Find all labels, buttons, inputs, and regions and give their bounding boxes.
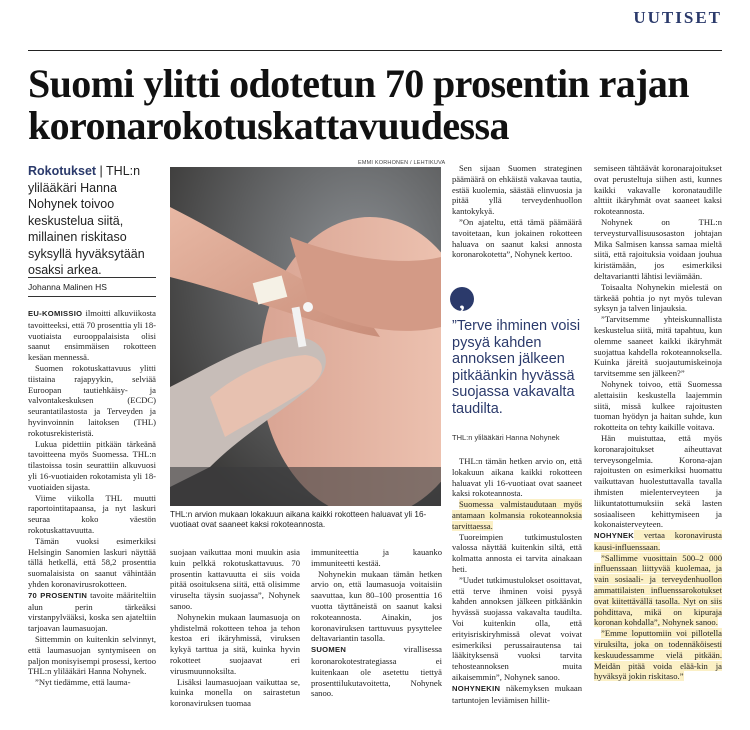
paragraph	[594, 530, 722, 553]
paragraph-text: Lisäksi laumasuojaan vaikuttaa se, kuinka monella on sairastetun koronaviruksen tuomaa	[170, 676, 300, 709]
paragraph	[28, 677, 156, 688]
paragraph	[452, 532, 582, 575]
paragraph	[28, 439, 156, 493]
photo-caption: THL:n arvion mukaan lokakuun aikana kaikki rokotteen haluavat yli 16-vuotiaat ovat saaneet kaksi rokoteannosta.	[170, 510, 427, 529]
paragraph	[28, 363, 156, 439]
paragraph	[594, 553, 722, 629]
paragraph-text: Nohynekin mukaan laumasuoja on yhdistelmä rokotteen tehoa ja tehon kestoa eri ikäryhmissä, viruksen kykyä tarttua ja sitä, kuinka hyvin rokotteet suojaavat eri virusmuunnoksilta.	[170, 611, 300, 676]
article-column-4-top	[452, 163, 582, 260]
article-column-5	[594, 163, 722, 682]
paragraph-text: Sen sijaan Suomen strateginen päämäärä on ehkäistä vakavaa tautia, estää kuolemia, säästää elinvuosia ja pitää yllä terveydenhuollon kantokykyä.	[452, 163, 582, 217]
paragraph-text: ”Tarvitsemme yhteiskunnallista keskustelua siitä, mitä tapahtuu, kun olemme saaneet kaikki ikäryhmät suojattua kahdella rokoteannoksella. Kuinka järeitä suojautumiskeinoja tarvitsemme sen jälkeen?”	[594, 314, 722, 379]
paragraph	[311, 644, 442, 699]
paragraph-text: näkemyksen mukaan tartuntojen leviämisen hillit-	[452, 682, 582, 705]
paragraph-text: ”Nyt tiedämme, että lauma-	[35, 677, 131, 688]
paragraph	[594, 628, 722, 682]
section-label: UUTISET	[633, 8, 722, 27]
paragraph-text: ”Emme loputtomiin voi pillotella viruksilta, joka on todennäköisesti keskuudessamme vielä pitkään. Meidän pitää voida elää-kin ja hyväksyä jokin riskitaso.”	[594, 628, 722, 682]
lead-paragraph	[28, 163, 158, 279]
paragraph-text: Sittemmin on kuitenkin selvinnyt, että laumasuojan syntymiseen on paljon monisyisempi prosessi, kertoo THL:n ylilääkäri Hanna Nohynek.	[28, 633, 156, 677]
paragraph-lead-word: NOHYNEK	[594, 531, 635, 541]
paragraph	[594, 282, 722, 314]
lead-kicker: Rokotukset	[28, 164, 97, 178]
paragraph	[311, 569, 442, 645]
article-column-2	[170, 547, 300, 709]
pull-quote: ”Terve ihminen voisi pysyä kahden annoksen jälkeen pitkäänkin hyvässä suojassa vakavalta taudilta.	[452, 318, 581, 417]
paragraph	[452, 575, 582, 683]
paragraph-text: ilmoitti alkuviikosta tavoitteeksi, että 70 prosenttia yli 18-vuotiaista eurooppalaisista olisi saanut ensimmäisen rokotteen kesäan mennessä.	[28, 308, 156, 363]
paragraph-text: Viime viikolla THL muutti raportointitapaansa, ja nyt laskuri seuraa koko väestön rokotuskattavuutta.	[28, 492, 156, 535]
paragraph-text: Nohynekin mukaan tämän hetken arvio on, että laumasuoja voitaisiin saavuttaa, kun 80–100 prosenttia 16 vuotta täyttäneistä on saanut kaksi rokoteannosta. Ainakin, jos koronaviruksen tarttuvuus pysyttelee deltavariantin tasolla.	[311, 568, 442, 644]
photo-credit: EMMI KORHONEN / LEHTIKUVA	[358, 160, 446, 166]
paragraph	[594, 163, 722, 217]
paragraph-text: Lukua pidettiin pitkään tärkeänä tavoitteena myös Suomessa. THL:n tilastoissa tosin seurattiin alkuvuosi yli 16-vuotiaiden rokotamista yli 18-vuotiaiden sijasta.	[28, 438, 156, 492]
paragraph-text: Nohynek on THL:n terveysturvallisuusosaston johtajan Mika Salmisen kanssa samaa mieltä siitä, että rajoituksia voidaan jouhua kiristämään, jos esimerkiksi deltavariantti lähtisi leviämään.	[594, 216, 722, 281]
paragraph-text: ”Uudet tutkimustulokset osoittavat, että terve ihminen voisi pysyä kahden annoksen jälkeen pitkäänkin hyvässä suojassa vakavalta taudilta. Voi kuitenkin olla, että erityisriskiryhmissä olevat voivat esimerkiksi perussairautensa tai lääkityksensä vuoksi tarvita tehosteannoksen muita aikaisemmin”, Nohynek sanoo.	[452, 574, 582, 682]
paragraph-text: Hän muistuttaa, että myös koronarajoitukset aiheuttavat terveysongelmia. Korona-ajan rajoitusten on esimerkiksi huomattu vaikuttavan huolestuttavalla tavalla ihmisten mielenterveyteen ja liikuntatottumuksiin sekä lasten sosiaaliseen kehittymiseen ja kokonaisterveyteen.	[594, 432, 722, 530]
article-column-3	[311, 547, 442, 699]
paragraph	[452, 217, 582, 260]
pull-quote-attribution: THL:n ylilääkäri Hanna Nohynek	[452, 433, 560, 442]
paragraph-text: suojaan vaikuttaa moni muukin asia kuin pelkkä rokotuskattavuus. 70 prosentin kattavuutta ei siis voida pitää osoituksena siitä, että olisimme viruselta täysin suojassa”, Nohynek sanoo.	[170, 547, 300, 611]
byline: Johanna Malinen HS	[28, 282, 107, 292]
paragraph	[452, 456, 582, 499]
paragraph	[28, 590, 156, 634]
paragraph	[452, 683, 582, 706]
paragraph	[170, 677, 300, 709]
paragraph	[594, 379, 722, 433]
lead-text: | THL:n ylilääkäri Hanna Nohynek toivoo keskustelua siitä, millainen riskitaso syksyllä hyväksytään osaksi arkea.	[28, 164, 145, 277]
paragraph-text: Suomessa valmistaudutaan myös antamaan kolmansia rokoteannoksia tarvittaessa.	[452, 499, 582, 531]
paragraph	[28, 634, 156, 677]
paragraph	[170, 547, 300, 612]
paragraph-lead-word: 70 PROSENTIN	[28, 590, 88, 600]
paragraph-text: Tämän vuoksi esimerkiksi Helsingin Sanomien laskuri näyttää tällä hetkellä, että 58,2 prosenttia suomalaisista on saanut vähintään yhden koronavirusrokotteen.	[28, 535, 156, 589]
paragraph	[28, 536, 156, 590]
paragraph-text: tavoite määriteltiin alun perin tärkeäksi virstanpylvääksi, koska sen ajateltiin tarjoavan laumasuojan.	[28, 589, 156, 634]
paragraph-lead-word: NOHYNEKIN	[452, 683, 501, 693]
paragraph-text: ”Sallimme vuosittain 500–2 000 influenssaan liittyvää kuolemaa, ja vain sosiaali- ja terveydenhuollon ammattilaisten influenssarokotukset ovat kiitettävällä tasolla. Nyt on siis pohdittava, mikä on kipuraja koronan kohdalla”, Nohynek sanoo.	[594, 552, 722, 628]
quote-icon: ,	[450, 287, 474, 311]
paragraph	[594, 217, 722, 282]
paragraph	[452, 499, 582, 531]
paragraph-text: semiseen tähtäävät koronarajoitukset ovat perusteltuja siihen asti, kunnes kaikki vakavalle koronataudille alttiit ikäryhmät ovat saaneet kaksi rokoteannosta.	[594, 163, 722, 217]
article-column-1	[28, 308, 156, 688]
top-rule	[28, 50, 722, 51]
article-photo	[170, 167, 441, 506]
paragraph-text: immuniteettia ja kauanko immuniteetti kestää.	[311, 547, 442, 568]
paragraph	[170, 612, 300, 677]
byline-rule-top	[28, 277, 156, 278]
article-column-4-bottom	[452, 456, 582, 705]
headline: Suomi ylitti odotetun 70 prosentin rajan koronarokotuskattavuudessa	[28, 61, 689, 148]
paragraph	[28, 308, 156, 363]
paragraph	[311, 547, 442, 569]
paragraph-text: Nohynek toivoo, että Suomessa alettaisiin keskustella laajemmin siitä, missä kulkee rajoitusten tuoman hyödyn ja haitan suhde, kun rokotteita on tehty kaikille voitava.	[594, 378, 722, 433]
vaccination-photo-illustration	[170, 167, 441, 506]
paragraph-text: ”On ajateltu, että tämä päämäärä tavoitetaan, kun jokainen rokotteen haluava on saanut kaksi annosta koronarokotetta”, Nohynek kertoo.	[452, 216, 582, 260]
paragraph-text: THL:n tämän hetken arvio on, että lokakuun aikana kaikki rokotteen haluavat yli 16-vuotiaat ovat saaneet kaksi rokoteannosta.	[452, 456, 582, 499]
paragraph-text: Toisaalta Nohynekin mielestä on tärkeää pohtia jo nyt myös tulevan syksyn ja talven linjauksia.	[594, 281, 722, 314]
paragraph-text: virallisessa koronarokotestrategiassa ei kuitenkaan ole asetettu tiettyä prosenttilukutavoitetta, Nohynek sanoo.	[311, 644, 442, 699]
paragraph-text: Suomen rokotuskattavuus ylitti tiistaina rajapyykin, selviää Euroopan tautiehkäisy- ja valvontakeskuksen (ECDC) seurantatilastosta ja Terveyden ja hyvinvoinnin laitoksen (THL) rokotusrekisteristä.	[28, 362, 156, 438]
paragraph-text: vertaa koronavirusta kausi-influenssaan.	[594, 530, 722, 552]
paragraph-lead-word: EU-KOMISSIO	[28, 309, 83, 318]
byline-rule-bottom	[28, 296, 156, 297]
paragraph	[28, 493, 156, 536]
paragraph	[594, 433, 722, 530]
paragraph	[594, 314, 722, 379]
paragraph-text: Tuoreimpien tutkimustulosten valossa näyttää kuitenkin siltä, että kolmatta annosta ei tarvita ainakaan heti.	[452, 531, 582, 574]
paragraph	[452, 163, 582, 217]
paragraph-lead-word: SUOMEN	[311, 645, 347, 655]
